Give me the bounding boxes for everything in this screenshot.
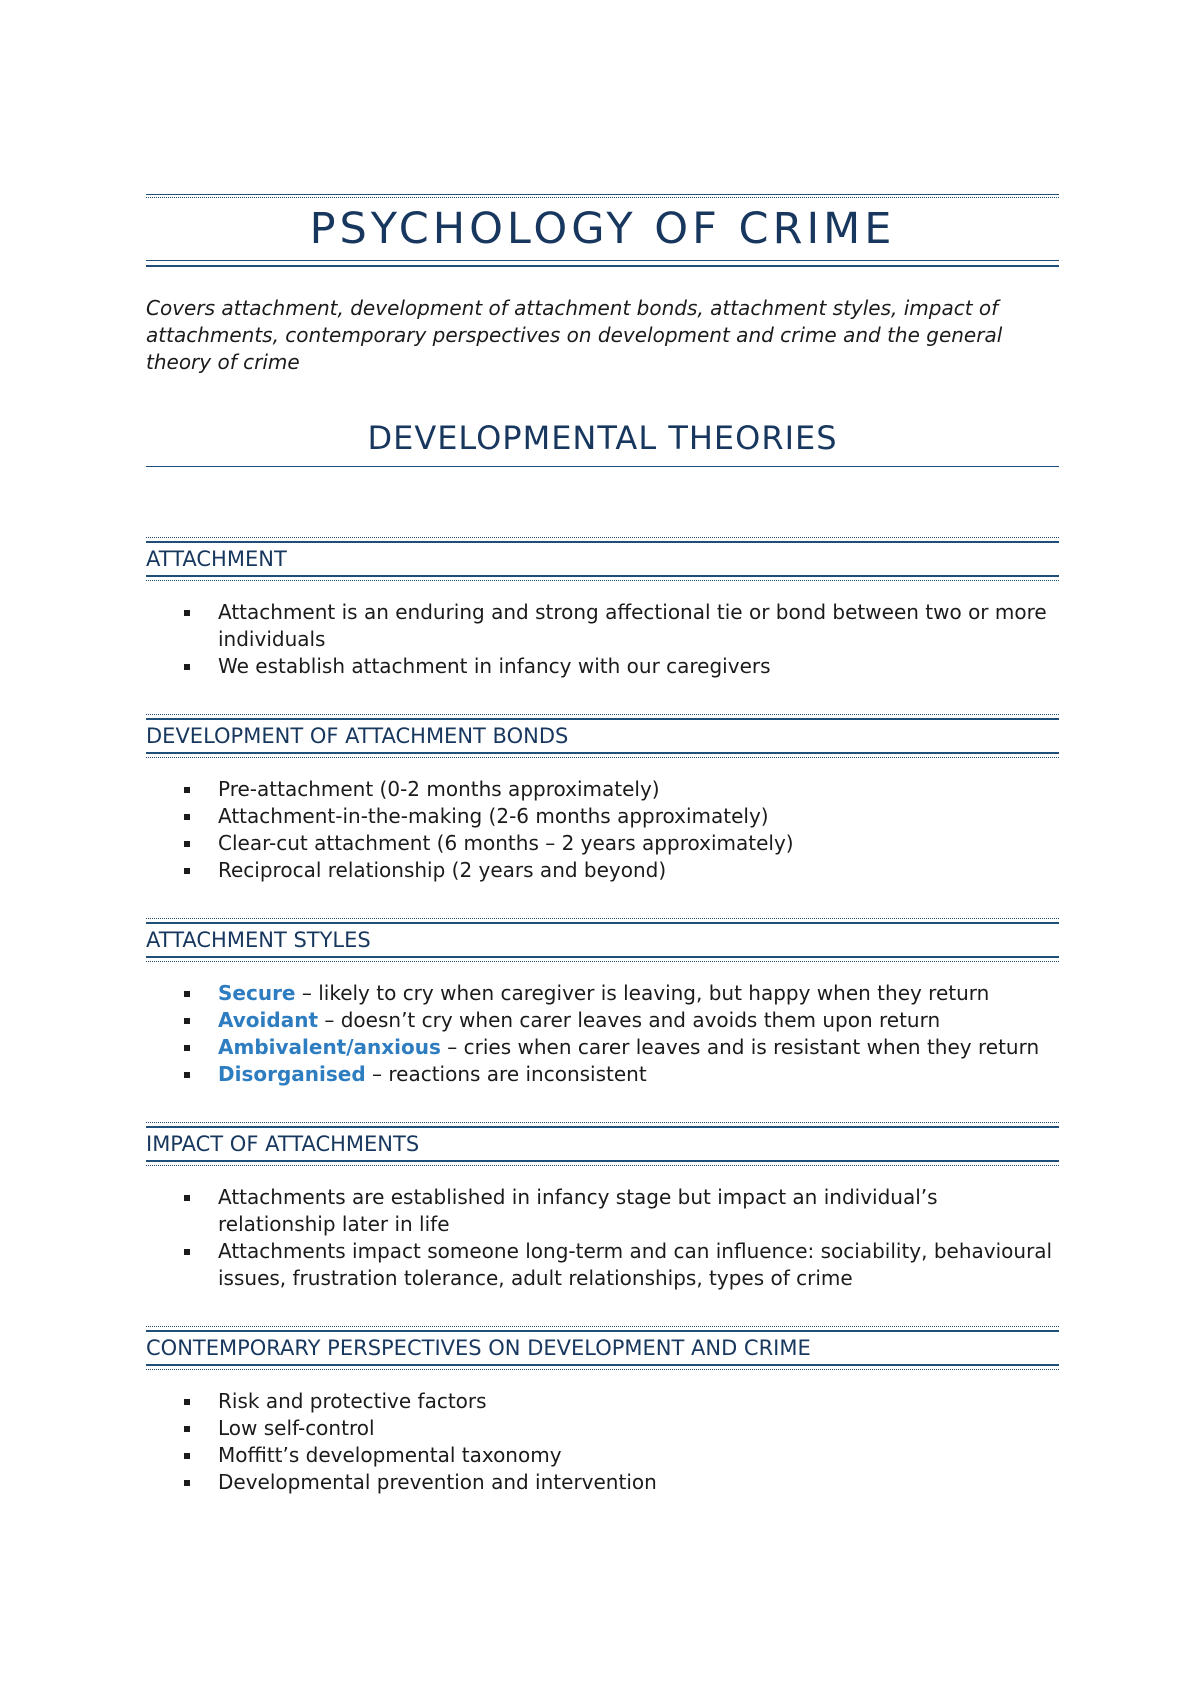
square-bullet-icon bbox=[184, 1045, 190, 1051]
list-item-text: Risk and protective factors bbox=[218, 1389, 487, 1413]
list-item bbox=[218, 776, 1059, 803]
section-title: DEVELOPMENT OF ATTACHMENT BONDS bbox=[146, 724, 569, 748]
bullet-list bbox=[146, 1184, 1059, 1292]
list-item bbox=[218, 1184, 1059, 1238]
square-bullet-icon bbox=[184, 787, 190, 793]
list-item-text: Moffitt’s developmental taxonomy bbox=[218, 1443, 562, 1467]
list-item-text: Pre-attachment (0-2 months approximately) bbox=[218, 777, 660, 801]
square-bullet-icon bbox=[184, 1399, 190, 1405]
section-attachment-styles bbox=[146, 918, 1059, 1088]
document-page bbox=[146, 194, 1059, 1496]
square-bullet-icon bbox=[184, 814, 190, 820]
section-title: ATTACHMENT bbox=[146, 547, 287, 571]
attachment-style-term: Avoidant bbox=[218, 1008, 319, 1032]
attachment-style-term: Secure bbox=[218, 981, 296, 1005]
section-bottom-rule bbox=[146, 575, 1059, 581]
list-item bbox=[218, 1442, 1059, 1469]
list-item-text: Clear-cut attachment (6 months – 2 years approximately) bbox=[218, 831, 794, 855]
list-item-text: Attachment is an enduring and strong affectional tie or bond between two or more individuals bbox=[218, 600, 1047, 651]
list-item-text: Reciprocal relationship (2 years and beyond) bbox=[218, 858, 667, 882]
square-bullet-icon bbox=[184, 610, 190, 616]
square-bullet-icon bbox=[184, 1072, 190, 1078]
square-bullet-icon bbox=[184, 1453, 190, 1459]
list-item-text: – reactions are inconsistent bbox=[365, 1062, 647, 1086]
list-item bbox=[218, 1415, 1059, 1442]
list-item bbox=[218, 1034, 1059, 1061]
list-item bbox=[218, 857, 1059, 884]
list-item-text: – cries when carer leaves and is resistant when they return bbox=[440, 1035, 1040, 1059]
list-item-text: Attachments impact someone long-term and can influence: sociability, behavioural issues, frustration tolerance, adult relationships, types of crime bbox=[218, 1239, 1053, 1290]
bullet-list bbox=[146, 980, 1059, 1088]
list-item-text: – doesn’t cry when carer leaves and avoids them upon return bbox=[318, 1008, 941, 1032]
section-bottom-rule bbox=[146, 752, 1059, 758]
bullet-list bbox=[146, 599, 1059, 680]
section-bottom-rule bbox=[146, 956, 1059, 962]
list-item bbox=[218, 1007, 1059, 1034]
sections-container bbox=[146, 537, 1059, 1496]
document-subtitle: Covers attachment, development of attachment bonds, attachment styles, impact of attachments, contemporary perspectives on development and crime and the general theory of crime bbox=[146, 296, 1003, 374]
bullet-list bbox=[146, 1388, 1059, 1496]
list-item bbox=[218, 830, 1059, 857]
list-item bbox=[218, 1061, 1059, 1088]
section-attachment bbox=[146, 537, 1059, 680]
section-development-of-attachment-bonds bbox=[146, 714, 1059, 884]
section-title: CONTEMPORARY PERSPECTIVES ON DEVELOPMENT AND CRIME bbox=[146, 1336, 811, 1360]
attachment-style-term: Ambivalent/anxious bbox=[218, 1035, 441, 1059]
document-title: PSYCHOLOGY OF CRIME bbox=[309, 204, 896, 254]
title-bottom-rule bbox=[146, 260, 1059, 267]
section-bottom-rule bbox=[146, 1364, 1059, 1370]
square-bullet-icon bbox=[184, 664, 190, 670]
section-title: ATTACHMENT STYLES bbox=[146, 928, 371, 952]
section-contemporary-perspectives-on-development-and-crime bbox=[146, 1326, 1059, 1496]
section-title: IMPACT OF ATTACHMENTS bbox=[146, 1132, 420, 1156]
square-bullet-icon bbox=[184, 868, 190, 874]
square-bullet-icon bbox=[184, 1480, 190, 1486]
square-bullet-icon bbox=[184, 991, 190, 997]
list-item-text: Attachments are established in infancy stage but impact an individual’s relationship later in life bbox=[218, 1185, 938, 1236]
list-item-text: Low self-control bbox=[218, 1416, 375, 1440]
list-item bbox=[218, 1469, 1059, 1496]
list-item bbox=[218, 803, 1059, 830]
square-bullet-icon bbox=[184, 1018, 190, 1024]
bullet-list bbox=[146, 776, 1059, 884]
square-bullet-icon bbox=[184, 1426, 190, 1432]
list-item bbox=[218, 653, 1059, 680]
attachment-style-term: Disorganised bbox=[218, 1062, 366, 1086]
section-impact-of-attachments bbox=[146, 1122, 1059, 1292]
list-item bbox=[218, 1238, 1059, 1292]
list-item-text: Developmental prevention and intervention bbox=[218, 1470, 657, 1494]
square-bullet-icon bbox=[184, 1195, 190, 1201]
list-item-text: We establish attachment in infancy with our caregivers bbox=[218, 654, 771, 678]
square-bullet-icon bbox=[184, 841, 190, 847]
square-bullet-icon bbox=[184, 1249, 190, 1255]
list-item-text: – likely to cry when caregiver is leaving, but happy when they return bbox=[295, 981, 990, 1005]
list-item-text: Attachment-in-the-making (2-6 months approximately) bbox=[218, 804, 769, 828]
list-item bbox=[218, 599, 1059, 653]
section-bottom-rule bbox=[146, 1160, 1059, 1166]
section-heading: DEVELOPMENTAL THEORIES bbox=[146, 414, 1059, 467]
list-item bbox=[218, 980, 1059, 1007]
list-item bbox=[218, 1388, 1059, 1415]
